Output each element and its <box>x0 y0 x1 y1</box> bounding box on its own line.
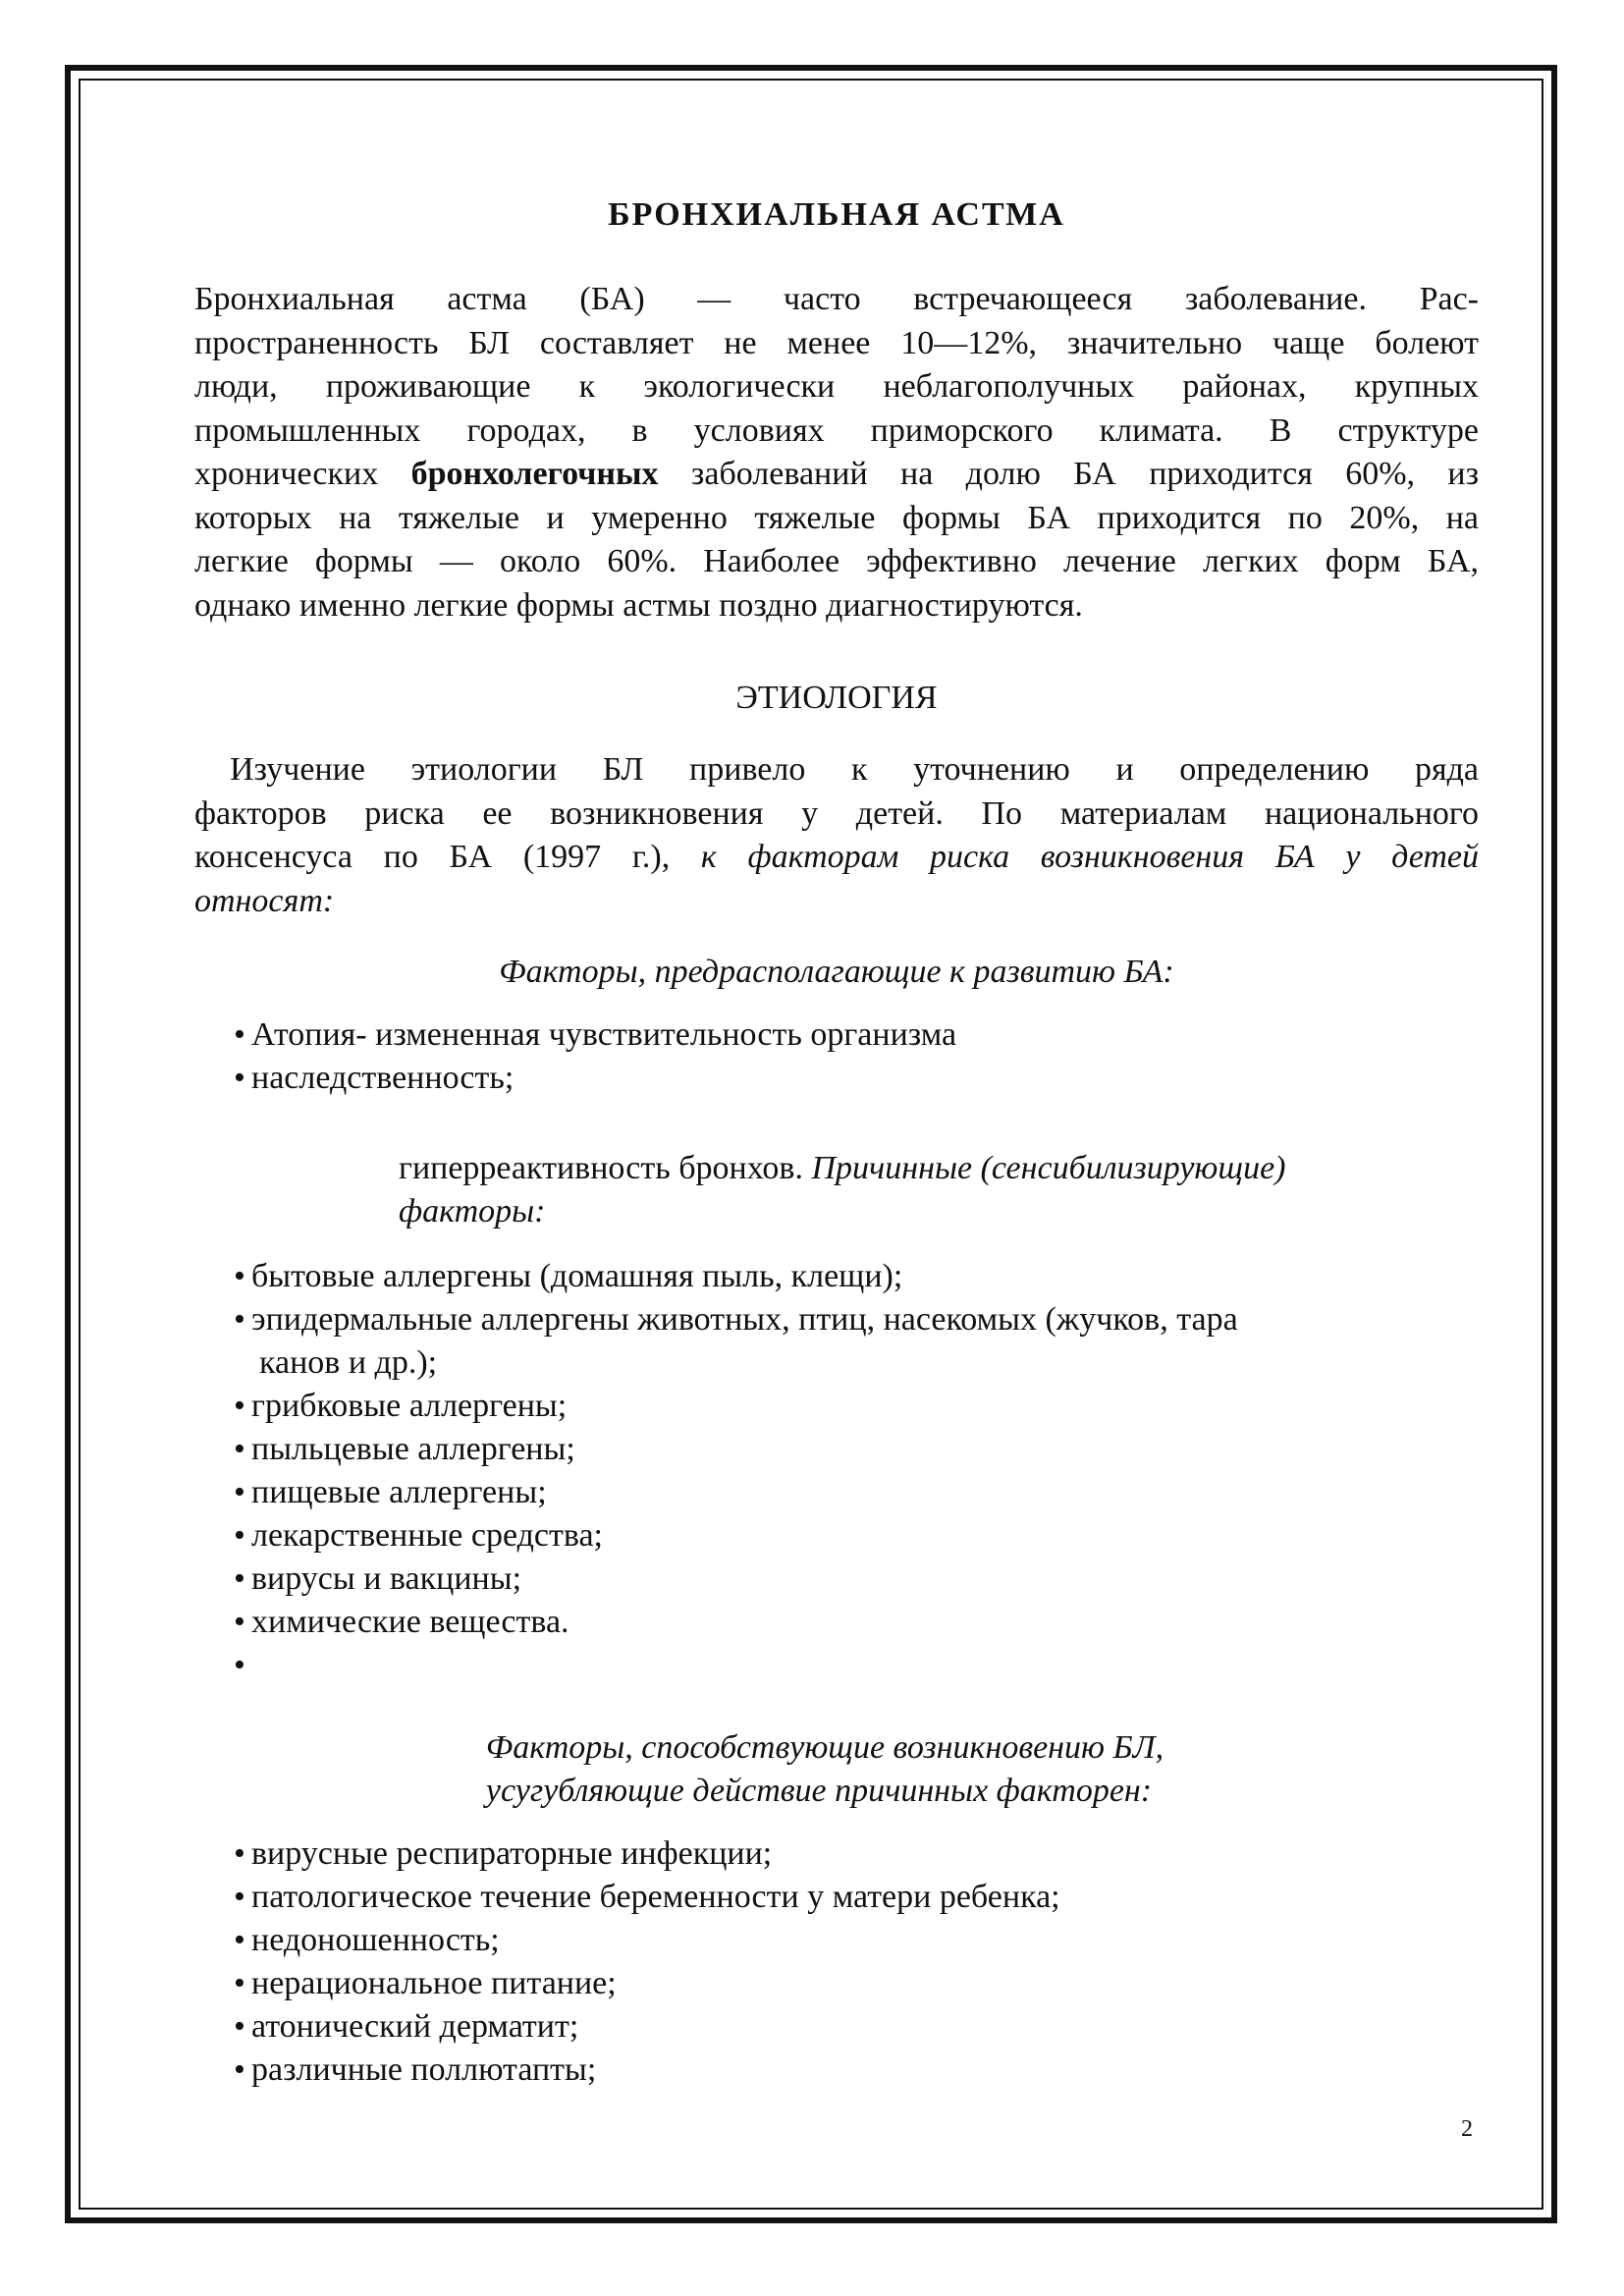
list-item: • патологическое течение беременности у матери ребенка; <box>234 1876 1060 1919</box>
causal-heading-continued: факторы: <box>399 1193 546 1230</box>
intro-line: пространенность БЛ составляет не менее 10—12%, значительно чаще болеют <box>194 324 1479 361</box>
list-item <box>234 1644 1238 1687</box>
etiology-line: факторов риска ее возникновения у детей. По материалам национального <box>194 794 1479 832</box>
list-item: • химические вещества. <box>234 1601 1238 1644</box>
causal-list <box>234 1255 1238 1687</box>
intro-line: хронических бронхолегочных заболеваний на долю БА приходится 60%, из <box>194 456 1480 492</box>
document-title: БРОНХИАЛЬНАЯ АСТМА <box>608 196 1065 233</box>
page-number: 2 <box>1461 2116 1473 2142</box>
list-item: • атонический дерматит; <box>234 2005 1060 2049</box>
list-item: • пыльцевые аллергены; <box>234 1428 1238 1471</box>
intro-line: Бронхиальная астма (БА) — часто встречающееся заболевание. Рас- <box>194 281 1479 317</box>
list-item: • бытовые аллергены (домашняя пыль, клещи); <box>234 1255 1238 1298</box>
contributing-heading: Факторы, способствующие возникновению БЛ, усугубляющие действие причинных факторен: <box>485 1729 1164 1809</box>
list-item: • нерациональное питание; <box>234 1962 1060 2005</box>
causal-heading: Причинные (сенсибилизирующие) <box>811 1150 1286 1186</box>
etiology-line: консенсуса по БА (1997 г.), к факторам риска возникновения БА у детей <box>194 839 1479 875</box>
intro-line: однако именно легкие формы астмы поздно диагностируются. <box>194 586 1083 624</box>
etiology-line: Изучение этиологии БЛ привело к уточнению и определению ряда <box>230 751 1479 788</box>
list-item: • недоношенность; <box>234 1919 1060 1962</box>
list-item: • пищевые аллергены; <box>234 1471 1238 1514</box>
intro-line: промышленных городах, в условиях приморского климата. В структуре <box>194 411 1479 449</box>
list-item: • наследственность; <box>234 1057 956 1100</box>
contributing-list <box>234 1832 1060 2092</box>
list-item: • эпидермальные аллергены животных, птиц, насекомых (жучков, тара канов и др.); <box>234 1298 1238 1385</box>
list-item: • различные поллютапты; <box>234 2049 1060 2092</box>
list-item: • Атопия- измененная чувствительность организма <box>234 1013 956 1057</box>
intro-line: которых на тяжелые и умеренно тяжелые формы БА приходится по 20%, на <box>194 499 1479 536</box>
intro-line: легкие формы — около 60%. Наиболее эффективно лечение легких форм БА, <box>194 543 1479 579</box>
etiology-paragraph <box>194 748 1479 923</box>
list-item: • вирусы и вакцины; <box>234 1558 1238 1601</box>
list-item: • вирусные респираторные инфекции; <box>234 1832 1060 1876</box>
section-title: ЭТИОЛОГИЯ <box>735 680 938 716</box>
bold-term: бронхолегочных <box>410 456 659 492</box>
intro-line: люди, проживающие к экологически неблагополучных районах, крупных <box>194 368 1479 405</box>
etiology-line: относят: <box>194 882 335 919</box>
list-item: • лекарственные средства; <box>234 1514 1238 1558</box>
intro-paragraph <box>194 278 1479 628</box>
predisposing-list <box>234 1013 956 1100</box>
list-item: • грибковые аллергены; <box>234 1385 1238 1428</box>
hyperreactivity-text: гиперреактивность бронхов. Причинные (сенсибилизирующие) факторы: <box>399 1150 1286 1230</box>
predisposing-heading: Факторы, предрасполагающие к развитию БА: <box>499 954 1174 990</box>
